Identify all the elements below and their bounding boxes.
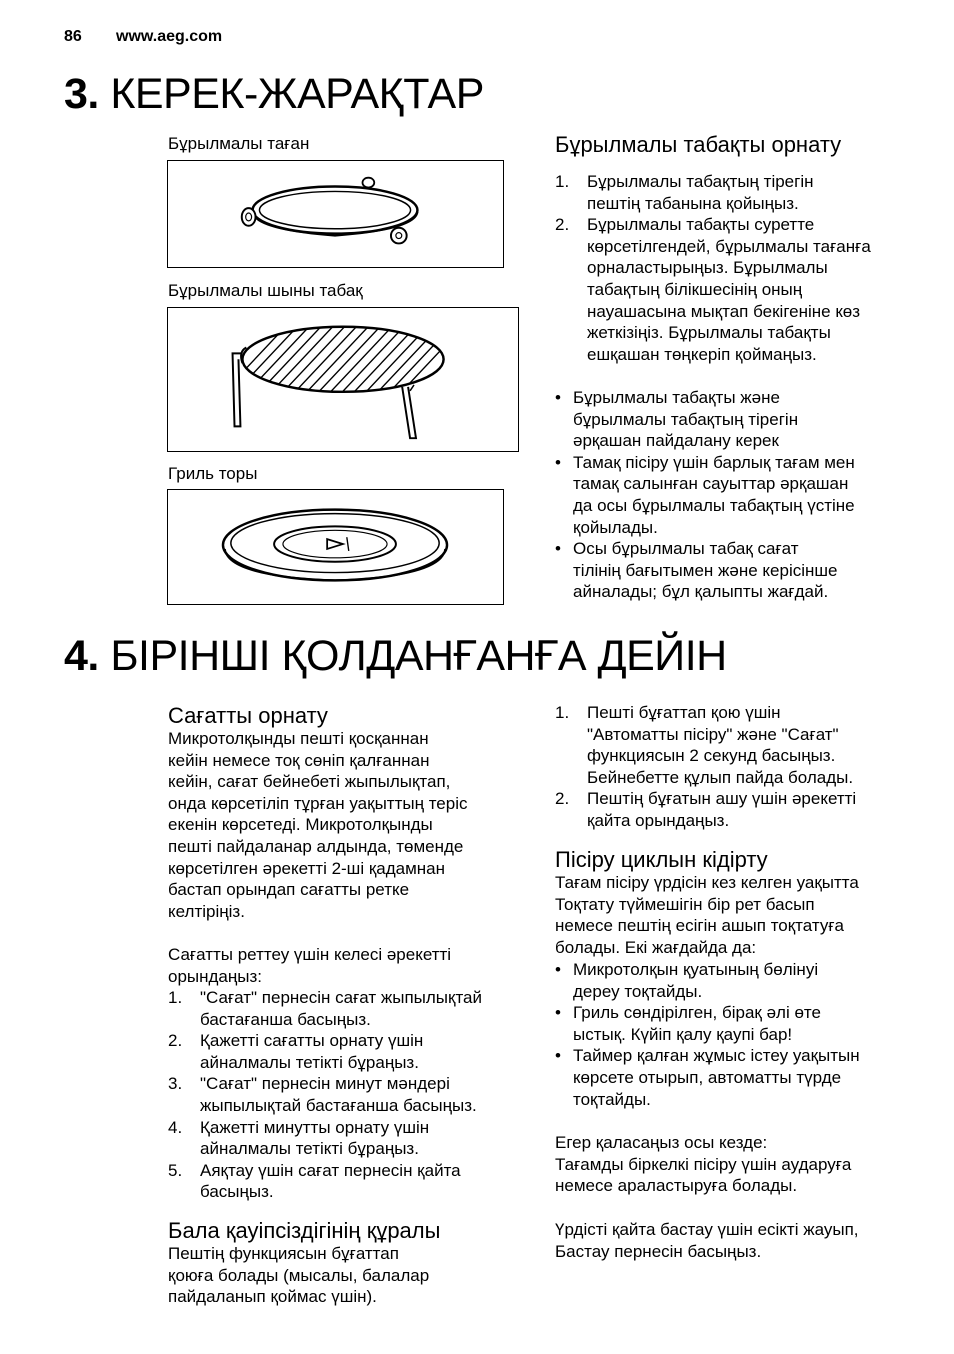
text-line: Бастау пернесін басыңыз.	[555, 1241, 762, 1261]
clock-step	[168, 1073, 538, 1116]
page-number: 86	[64, 28, 82, 45]
bullet-line: Бұрылмалы табақты және	[573, 388, 780, 407]
bullet-line: дереу тоқтайды.	[573, 981, 703, 1001]
step-line: бастағанша басыңыз.	[200, 1009, 371, 1029]
step-line: Бейнебетте құлып пайда болады.	[587, 767, 854, 787]
step-line: Бұрылмалы табақты суретте	[587, 215, 815, 235]
text-line: кейін, сағат бейнебеті жыпылықтап,	[168, 772, 451, 792]
step-number: 1.	[555, 172, 570, 191]
section-4-title	[64, 632, 727, 680]
section-3-title-text: КЕРЕК-ЖАРАҚТАР	[110, 70, 484, 118]
step-number: 2.	[555, 215, 570, 235]
text-line: пешті пайдаланар алдында, төменде	[168, 836, 464, 856]
text-line: Егер қаласаңыз осы кезде:	[555, 1133, 768, 1152]
clock-steps-list	[168, 987, 538, 1203]
bullet-line: көрсете отырып, автоматты түрде	[573, 1067, 842, 1087]
bullet-line: ыстық. Күйіп қалу қаупі бар!	[573, 1024, 793, 1044]
interrupt-paragraph	[555, 872, 935, 958]
figure-caption-turntable-support: Бұрылмалы таған	[168, 134, 310, 153]
bullet-line: Тамақ пісіру үшін барлық тағам мен	[573, 452, 855, 472]
text-line: Тағам пісіру үрдісін кез келген уақытта	[555, 873, 859, 892]
text-line: Микротолқынды пешті қосқаннан	[168, 729, 429, 748]
bullet-line: айналады; бұл қалыпты жағдай.	[573, 582, 829, 602]
list-item: • Бұрылмалы табақты және бұрылмалы табақтың тірегін әрқашан пайдалану керек	[555, 387, 935, 452]
text-line: онда көрсетіліп тұрған уақыттың теріс	[168, 793, 468, 813]
install-step	[555, 171, 935, 214]
lock-step	[555, 788, 935, 831]
figure-grill-rack	[167, 489, 504, 605]
glass-turntable-icon	[168, 308, 518, 451]
interrupt-optional-paragraph	[555, 1132, 935, 1197]
text-line: пайдаланып қоймас үшін).	[168, 1287, 377, 1307]
text-line: Пештің функциясын бұғаттап	[168, 1244, 399, 1263]
bullet-line: қойылады.	[573, 517, 658, 537]
bullet-line: тоқтайды.	[573, 1089, 651, 1109]
clock-step	[168, 1117, 538, 1160]
text-line: көрсетілген әрекетті 2-ші қадамнан	[168, 858, 446, 878]
text-line: Үрдісті қайта бастау үшін есікті жауып,	[555, 1220, 859, 1239]
step-line: Аяқтау үшін сағат пернесін қайта	[200, 1160, 461, 1180]
section-3-title	[64, 70, 484, 118]
step-number: 3.	[168, 1074, 183, 1094]
clock-step	[168, 987, 538, 1030]
bullet-line: да осы бұрылмалы табақтың үстіне	[573, 495, 855, 515]
list-item: • Осы бұрылмалы табақ сағат тілінің бағытымен және керісінше айналады; бұл қалыпты жағдай.	[555, 538, 935, 603]
figure-caption-glass-turntable: Бұрылмалы шыны табақ	[168, 281, 363, 300]
bullet-line: Гриль сөндірілген, бірақ әлі өте	[573, 1003, 821, 1023]
install-step	[555, 214, 935, 365]
clock-heading: Сағатты орнату	[168, 703, 328, 728]
section-4-title-text: БІРІНШІ ҚОЛДАНҒАНҒА ДЕЙІН	[110, 632, 727, 680]
step-line: "Сағат" пернесін минут мәндері	[200, 1074, 450, 1094]
lock-steps-list	[555, 702, 935, 832]
text-line: орындаңыз:	[168, 966, 263, 986]
text-line: келтіріңіз.	[168, 901, 245, 921]
list-item: • Таймер қалған жұмыс істеу уақытын көрсете отырып, автоматты түрде тоқтайды.	[555, 1045, 935, 1110]
text-line: Тағамды біркелкі пісіру үшін аударуға	[555, 1154, 852, 1174]
step-line: табақтың білікшесінің оның	[587, 279, 803, 299]
install-steps-list	[555, 171, 935, 365]
interrupt-heading: Пісіру циклын кідірту	[555, 847, 768, 872]
text-line: болады. Екі жағдайда да:	[555, 937, 757, 957]
step-line: Қажетті минутты орнату үшін	[200, 1117, 430, 1137]
step-line: "Сағат" пернесін сағат жыпылықтай	[200, 988, 483, 1007]
step-line: басыңыз.	[200, 1182, 274, 1202]
list-item: • Гриль сөндірілген, бірақ әлі өте ыстық. Күйіп қалу қаупі бар!	[555, 1002, 935, 1045]
step-line: орналастырыңыз. Бұрылмалы	[587, 258, 828, 278]
child-safety-heading: Бала қауіпсіздігінің құралы	[168, 1218, 441, 1243]
grill-rack-icon	[168, 490, 503, 604]
bullet-line: бұрылмалы табақтың тірегін	[573, 409, 799, 429]
turntable-support-icon	[168, 161, 503, 267]
text-line: немесе араластыруға болады.	[555, 1176, 798, 1196]
step-number: 4.	[168, 1117, 183, 1137]
step-line: науашасына мықтап бекігеніне көз	[587, 301, 861, 321]
interrupt-effects-list	[555, 959, 935, 1110]
text-line: Тоқтату түймешігін бір рет басып	[555, 894, 815, 914]
bullet-line: Микротолқын қуатының бөлінуі	[573, 960, 819, 979]
text-line: қоюға болады (мысалы, балалар	[168, 1265, 430, 1285]
text-line: кейін немесе тоқ сөніп қалғаннан	[168, 750, 430, 770]
step-line: жыпылықтай бастағанша басыңыз.	[200, 1095, 477, 1115]
bullet-line: Таймер қалған жұмыс істеу уақытын	[573, 1046, 860, 1066]
list-item: • Тамақ пісіру үшін барлық тағам мен тамақ салынған сауыттар әрқашан да осы бұрылмалы табақтың үстіне қойылады.	[555, 452, 935, 538]
clock-step	[168, 1160, 538, 1203]
step-line: функциясын 2 секунд басыңыз.	[587, 746, 836, 766]
step-line: жеткізіңіз. Бұрылмалы табақты	[587, 323, 831, 343]
bullet-line: Осы бұрылмалы табақ сағат	[573, 539, 799, 559]
step-number: 5.	[168, 1160, 183, 1180]
text-line: екенін көрсетеді. Микротолқынды	[168, 815, 433, 835]
list-item: • Микротолқын қуатының бөлінуі дереу тоқтайды.	[555, 959, 935, 1002]
step-line: Қажетті сағатты орнату үшін	[200, 1031, 424, 1051]
step-line: айналмалы тетікті бұраңыз.	[200, 1052, 419, 1072]
step-line: айналмалы тетікті бұраңыз.	[200, 1139, 419, 1159]
bullet-line: әрқашан пайдалану керек	[573, 431, 779, 451]
bullet-line: тамақ салынған сауыттар әрқашан	[573, 474, 849, 494]
turntable-notes-list	[555, 387, 935, 603]
step-line: Пештің бұғатын ашу үшін әрекетті	[587, 789, 857, 809]
text-line: Сағатты реттеу үшін келесі әрекетті	[168, 945, 452, 964]
clock-step	[168, 1030, 538, 1073]
text-line: немесе пештің есігін ашып тоқтатуға	[555, 916, 844, 936]
step-number: 2.	[168, 1031, 183, 1051]
section-4-number: 4.	[64, 632, 99, 680]
text-line: бастап орындап сағатты ретке	[168, 880, 410, 900]
section-3-number: 3.	[64, 70, 99, 118]
step-line: Пешті бұғаттап қою үшін	[587, 703, 781, 722]
step-number: 2.	[555, 789, 570, 809]
interrupt-resume-paragraph	[555, 1219, 935, 1262]
step-line: Бұрылмалы табақтың тірегін	[587, 172, 814, 191]
clock-intro-paragraph	[168, 728, 538, 922]
step-line: қайта орындаңыз.	[587, 810, 730, 830]
step-line: "Автоматты пісіру" және "Сағат"	[587, 724, 839, 744]
install-turntable-heading: Бұрылмалы табақты орнату	[555, 132, 842, 157]
figure-turntable-support	[167, 160, 504, 268]
step-line: пештің табанына қойыңыз.	[587, 193, 799, 213]
child-safety-paragraph	[168, 1243, 538, 1308]
lock-step	[555, 702, 935, 788]
bullet-line: тілінің бағытымен және керісінше	[573, 560, 838, 580]
step-line: ешқашан төңкеріп қоймаңыз.	[587, 344, 817, 364]
figure-glass-turntable	[167, 307, 519, 452]
step-number: 1.	[168, 988, 183, 1007]
website-url: www.aeg.com	[116, 28, 223, 45]
step-number: 1.	[555, 703, 570, 722]
step-line: көрсетілгендей, бұрылмалы тағанға	[587, 236, 871, 256]
figure-caption-grill-rack: Гриль торы	[168, 464, 258, 483]
clock-steps-intro	[168, 944, 538, 987]
